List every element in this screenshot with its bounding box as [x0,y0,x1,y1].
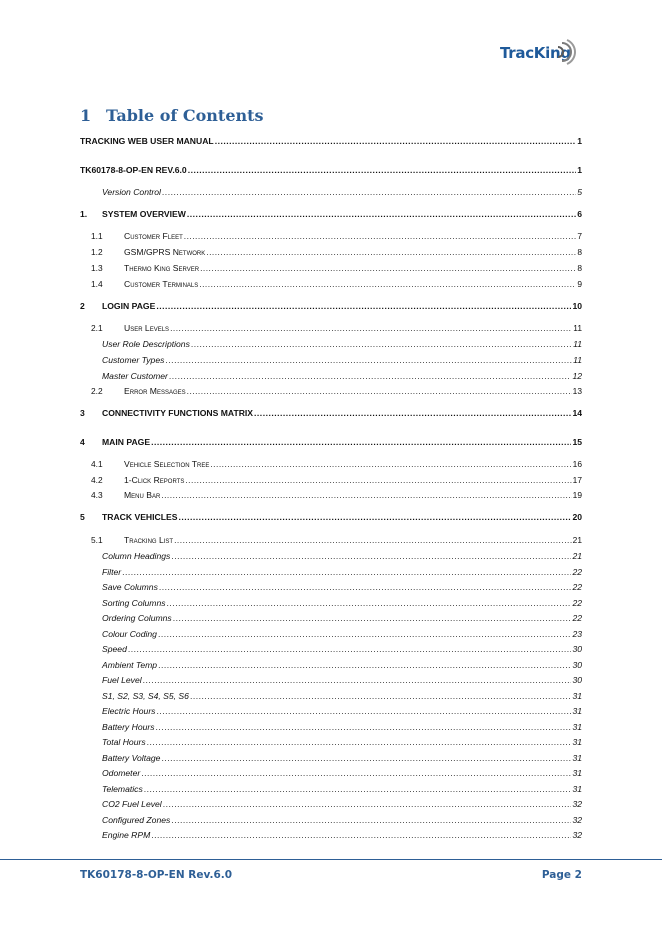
toc-entry-title: TRACKING WEB USER MANUAL [80,136,214,146]
toc-leader-dots [210,459,571,469]
toc-leader-dots [173,613,572,623]
toc-leader-dots [188,165,577,175]
toc-entry-number: 2.2 [91,386,103,396]
toc-leader-dots [169,371,572,381]
footer-doc-id: TK60178-8-OP-EN Rev.6.0 [80,869,233,881]
toc-leader-dots [147,737,572,747]
toc-leader-dots [159,582,572,592]
toc-entry[interactable] [102,815,582,825]
toc-entry-page: 31 [572,722,582,732]
toc-entry[interactable] [80,209,582,219]
toc-entry[interactable] [102,582,582,592]
toc-entry[interactable] [80,301,582,311]
toc-entry[interactable] [91,475,582,485]
toc-entry-page: 11 [573,355,582,365]
toc-entry[interactable] [80,136,582,146]
toc-leader-dots [161,753,571,763]
toc-leader-dots [144,784,572,794]
toc-entry[interactable] [80,437,582,447]
toc-entry-page: 11 [573,339,582,349]
toc-entry[interactable] [102,675,582,685]
toc-entry-title: Tracking List [124,535,174,545]
toc-leader-dots [163,799,572,809]
toc-entry-page: 32 [572,799,582,809]
toc-entry[interactable] [102,830,582,840]
toc-entry[interactable] [102,784,582,794]
toc-entry-number: 4.1 [91,459,103,469]
toc-entry-number: 4.2 [91,475,103,485]
logo-text: TracKing [500,44,571,62]
toc-entry[interactable] [102,629,582,639]
toc-leader-dots [178,512,571,522]
toc-entry-title: Telematics [102,784,143,794]
toc-entry-title: Total Hours [102,737,146,747]
toc-entry-page: 32 [572,830,582,840]
toc-entry[interactable] [102,598,582,608]
toc-entry-title: Save Columns [102,582,158,592]
toc-leader-dots [156,301,571,311]
toc-entry-number: 2 [80,301,85,311]
toc-entry-page: 12 [572,371,582,381]
toc-entry-page: 21 [572,551,582,561]
toc-leader-dots [158,660,571,670]
toc-leader-dots [199,279,576,289]
toc-entry-title: Engine RPM [102,830,151,840]
toc-entry[interactable] [91,459,582,469]
toc-leader-dots [185,475,571,485]
toc-entry-number: 1.3 [91,263,103,273]
toc-entry-page: 30 [572,660,582,670]
toc-entry-page: 14 [572,408,582,418]
toc-entry-title: CO2 Fuel Level [102,799,162,809]
toc-entry-title: Filter [102,567,122,577]
toc-leader-dots [254,408,571,418]
toc-entry-page: 1 [577,136,582,146]
toc-entry-page: 1 [577,165,582,175]
footer-divider [0,859,662,860]
toc-entry-number: 2.1 [91,323,103,333]
toc-entry-title: Customer Fleet [124,231,183,241]
toc-entry[interactable] [91,263,582,273]
toc-entry-page: 16 [572,459,582,469]
toc-entry[interactable] [102,722,582,732]
toc-entry[interactable] [102,613,582,623]
toc-entry-number: 1.1 [91,231,103,241]
toc-entry-number: 1.2 [91,247,103,257]
toc-entry-title: SYSTEM OVERVIEW [102,209,186,219]
toc-entry-page: 23 [572,629,582,639]
toc-entry-title: Odometer [102,768,141,778]
toc-entry-page: 10 [572,301,582,311]
toc-entry-page: 15 [572,437,582,447]
toc-leader-dots [174,535,572,545]
toc-leader-dots [141,768,571,778]
toc-leader-dots [156,722,572,732]
toc-entry[interactable] [91,247,582,257]
toc-entry-number: 4.3 [91,490,103,500]
toc-entry-page: 31 [572,768,582,778]
toc-entry-title: Menu Bar [124,490,161,500]
toc-entry-title: 1-Click Reports [124,475,185,485]
toc-heading-title: Table of Contents [106,106,264,125]
toc-entry[interactable] [102,339,582,349]
toc-entry-page: 22 [572,598,582,608]
toc-entry[interactable] [91,231,582,241]
toc-entry-title: TRACK VEHICLES [102,512,178,522]
toc-entry[interactable] [102,768,582,778]
toc-entry-title: Configured Zones [102,815,171,825]
toc-leader-dots [190,691,571,701]
toc-entry-title: Version Control [102,187,161,197]
toc-entry[interactable] [80,165,582,175]
signal-arcs-icon [558,39,582,65]
toc-entry[interactable] [91,535,582,545]
toc-leader-dots [171,815,571,825]
footer-page-number: Page 2 [541,869,582,881]
toc-leader-dots [184,231,577,241]
toc-entry-page: 30 [572,675,582,685]
toc-entry-page: 5 [577,187,582,197]
toc-entry-title: Customer Terminals [124,279,199,289]
toc-entry-title: Ambient Temp [102,660,158,670]
toc-leader-dots [151,830,571,840]
toc-entry-title: Battery Voltage [102,753,161,763]
toc-entry-page: 17 [572,475,582,485]
toc-entry-page: 22 [572,567,582,577]
toc-entry-title: Ordering Columns [102,613,172,623]
toc-entry[interactable] [102,660,582,670]
toc-entry-title: Vehicle Selection Tree [124,459,210,469]
toc-entry-title: TK60178-8-OP-EN REV.6.0 [80,165,187,175]
toc-entry[interactable] [102,706,582,716]
toc-heading-number: 1 [80,106,92,125]
toc-entry-page: 22 [572,613,582,623]
toc-entry-number: 4 [80,437,85,447]
toc-entry[interactable] [102,799,582,809]
toc-leader-dots [156,706,571,716]
toc-entry-title: Fuel Level [102,675,142,685]
toc-leader-dots [158,629,572,639]
toc-entry-number: 3 [80,408,85,418]
toc-entry-page: 7 [577,231,582,241]
toc-leader-dots [187,386,572,396]
toc-entry[interactable] [102,187,582,197]
toc-entry-number: 1.4 [91,279,103,289]
toc-entry[interactable] [91,386,582,396]
toc-entry-page: 22 [572,582,582,592]
toc-entry-title: Colour Coding [102,629,157,639]
toc-entry-page: 11 [573,323,582,333]
toc-entry-page: 8 [577,247,582,257]
toc-entry-title: User Role Descriptions [102,339,190,349]
toc-entry[interactable] [80,512,582,522]
toc-entry-title: S1, S2, S3, S4, S5, S6 [102,691,189,701]
toc-leader-dots [215,136,577,146]
toc-entry[interactable] [80,408,582,418]
toc-leader-dots [171,551,571,561]
toc-leader-dots [200,263,576,273]
toc-entry-page: 30 [572,644,582,654]
toc-entry-title: Error Messages [124,386,186,396]
toc-entry[interactable] [102,567,582,577]
toc-entry[interactable] [102,753,582,763]
toc-entry-page: 31 [572,784,582,794]
toc-entry-page: 31 [572,691,582,701]
toc-entry-title: LOGIN PAGE [102,301,156,311]
toc-leader-dots [165,355,572,365]
toc-leader-dots [128,644,572,654]
toc-entry-page: 9 [577,279,582,289]
toc-leader-dots [206,247,576,257]
toc-entry-page: 20 [572,512,582,522]
toc-entry-title: Electric Hours [102,706,156,716]
toc-entry-number: 1. [80,209,88,219]
toc-entry-number: 5 [80,512,85,522]
toc-leader-dots [170,323,572,333]
toc-heading [80,106,264,125]
toc-entry-title: Thermo King Server [124,263,200,273]
toc-leader-dots [161,490,571,500]
toc-leader-dots [122,567,571,577]
toc-entry-title: Speed [102,644,127,654]
toc-entry[interactable] [102,355,582,365]
toc-leader-dots [191,339,572,349]
toc-entry-page: 31 [572,753,582,763]
toc-entry-title: Master Customer [102,371,168,381]
toc-entry-page: 32 [572,815,582,825]
toc-entry-number: 5.1 [91,535,103,545]
toc-entry-page: 21 [572,535,582,545]
toc-entry-page: 13 [572,386,582,396]
toc-leader-dots [187,209,576,219]
toc-entry-title: Column Headings [102,551,171,561]
toc-entry[interactable] [91,279,582,289]
toc-entry[interactable] [102,691,582,701]
toc-entry-title: Sorting Columns [102,598,166,608]
toc-entry-title: User Levels [124,323,170,333]
toc-leader-dots [162,187,576,197]
toc-entry[interactable] [91,490,582,500]
toc-entry-page: 6 [577,209,582,219]
toc-entry-title: MAIN PAGE [102,437,151,447]
toc-leader-dots [167,598,572,608]
toc-entry[interactable] [102,737,582,747]
toc-entry-page: 31 [572,737,582,747]
toc-entry[interactable] [102,371,582,381]
toc-leader-dots [151,437,571,447]
toc-leader-dots [143,675,572,685]
toc-entry-title: Customer Types [102,355,165,365]
toc-entry-title: Battery Hours [102,722,155,732]
toc-entry[interactable] [102,551,582,561]
toc-entry-title: CONNECTIVITY FUNCTIONS MATRIX [102,408,254,418]
toc-entry[interactable] [91,323,582,333]
toc-entry-title: GSM/GPRS Network [124,247,206,257]
toc-entry[interactable] [102,644,582,654]
toc-entry-page: 19 [572,490,582,500]
toc-entry-page: 31 [572,706,582,716]
toc-entry-page: 8 [577,263,582,273]
